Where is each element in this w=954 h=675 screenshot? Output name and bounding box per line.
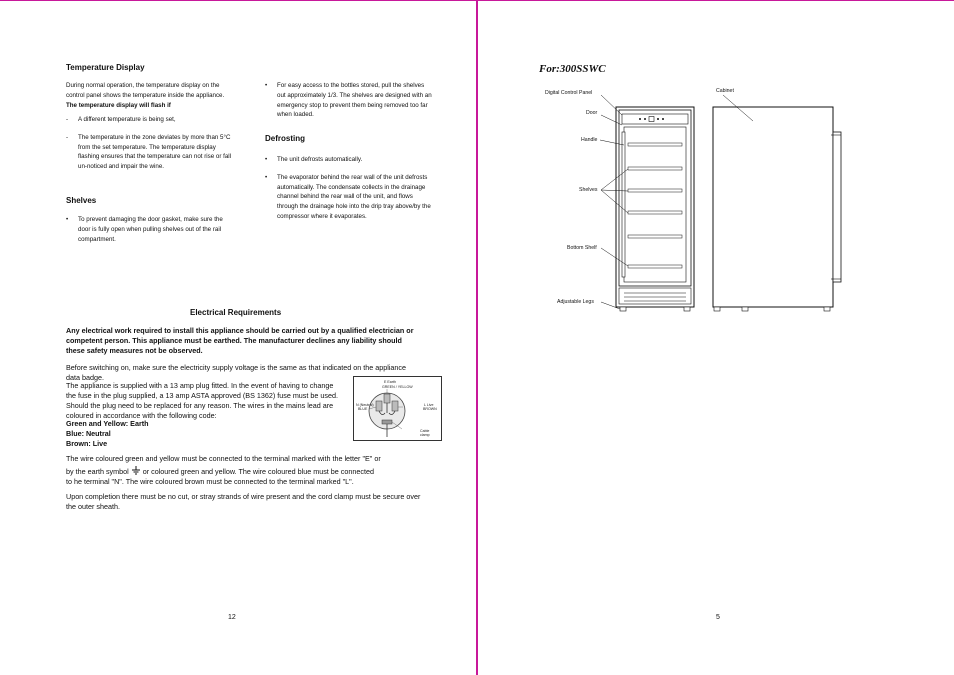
plug-neutral-colour: BLUE [358, 407, 368, 411]
list-item: • The unit defrosts automatically. [265, 155, 433, 165]
defrosting-list [265, 155, 433, 222]
shelves-heading: Shelves [66, 196, 97, 205]
shelves-item-2-text: For easy access to the bottles stored, pull the shelves out approximately 1/3. The shelves are designed with an emergency stop to prevent them being removed too far when loaded. [277, 82, 432, 119]
para-3-line-3: to he terminal "N". The wire coloured brown must be connected to the terminal marked "L". [66, 477, 354, 486]
wine-cooler-diagram [538, 85, 848, 330]
temperature-display-intro [66, 81, 234, 110]
page-number: 12 [228, 614, 236, 621]
plug-earth-colour: GREEN / YELLOW [382, 385, 413, 389]
electrical-para-4: Upon completion there must be no cut, or stray strands of wire present and the cord clamp must be secure over the outer sheath. [66, 492, 421, 511]
bullet-glyph: • [265, 82, 268, 89]
page-fold-line [476, 0, 478, 675]
model-heading: For:300SSWC [539, 63, 606, 75]
plug-neutral-label: N (Neutral) [356, 403, 374, 407]
label-adjustable-legs: Adjustable Legs [557, 299, 594, 305]
right-page [478, 0, 954, 675]
para-3-post: or coloured green and yellow. The wire coloured blue must be connected [140, 467, 374, 476]
side-handle [833, 132, 841, 282]
code-neutral: Blue: Neutral [66, 429, 111, 438]
label-cabinet: Cabinet [716, 88, 734, 94]
shelves-item-1 [66, 215, 236, 244]
plug-wiring-diagram [353, 376, 442, 441]
handle-bar [622, 132, 625, 277]
electrical-para-3 [66, 454, 426, 487]
intro-normal-text: During normal operation, the temperature display on the control panel shows the temperature inside the appliance. [66, 82, 225, 99]
bullet-glyph: • [66, 216, 69, 223]
temperature-display-heading: Temperature Display [66, 63, 145, 72]
cabinet-side [713, 107, 833, 307]
intro-bold-text: The temperature display will flash if [66, 101, 171, 109]
label-door: Door [586, 110, 598, 116]
defrosting-heading: Defrosting [265, 134, 305, 143]
plug-clamp-label: Cable clamp [420, 429, 430, 437]
para-3-line-1: The wire coloured green and yellow must be connected to the terminal marked with the letter "E" or [66, 454, 381, 463]
code-live: Brown: Live [66, 439, 108, 448]
label-bottom-shelf: Bottom Shelf [567, 245, 597, 251]
control-panel [622, 114, 688, 124]
earth-symbol-icon [131, 466, 141, 475]
electrical-warning: Any electrical work required to install this appliance should be carried out by a qualified electrician or competent person. This appliance must be earthed. The manufacturer declines any liability should these safety measures not be observed. [66, 326, 414, 355]
label-shelves: Shelves [579, 187, 598, 193]
plug-live-colour: BROWN [423, 407, 437, 411]
electrical-para-1: Before switching on, make sure the electricity supply voltage is the same as that indicated on the appliance data badge. [66, 363, 406, 382]
temperature-display-list [66, 115, 234, 172]
page-number: 5 [716, 614, 720, 621]
label-handle: Handle [581, 137, 598, 143]
para-3-pre: by the earth symbol [66, 467, 131, 476]
list-item: - A different temperature is being set, [66, 115, 234, 125]
wire-colour-codes [66, 419, 149, 449]
electrical-para-2: The appliance is supplied with a 13 amp plug fitted. In the event of having to change the fuse in the plug supplied, a 13 amp ASTA approved (BS 1362) fuse must be used. Should the plug need to be replaced for any reason. The wires in the mains lead are coloured in accordance with the following code: [66, 381, 338, 420]
para-3-line-2 [66, 466, 426, 477]
electrical-heading: Electrical Requirements [190, 308, 282, 317]
list-item: - The temperature in the zone deviates by more than 5°C from the set temperature. The temperature display flashing ensures that the temperature can not rise or fall un-noticed and impair the wine. [66, 133, 234, 172]
plug-earth-label: E Earth [384, 380, 396, 384]
plug-live-label: L Live [424, 403, 434, 407]
list-item: • The evaporator behind the rear wall of the unit defrosts automatically. The condensate collects in the drainage channel behind the rear wall of the unit, and flows through the drainage hole into the drip tray above/by the compressor where it evaporates. [265, 173, 433, 222]
shelves-item-2 [265, 81, 433, 120]
shelves-item-1-text: To prevent damaging the door gasket, make sure the door is fully open when pulling shelves out of the rail compartment. [78, 216, 223, 243]
label-digital-control-panel: Digital Control Panel [545, 90, 593, 96]
code-earth: Green and Yellow: Earth [66, 419, 149, 428]
